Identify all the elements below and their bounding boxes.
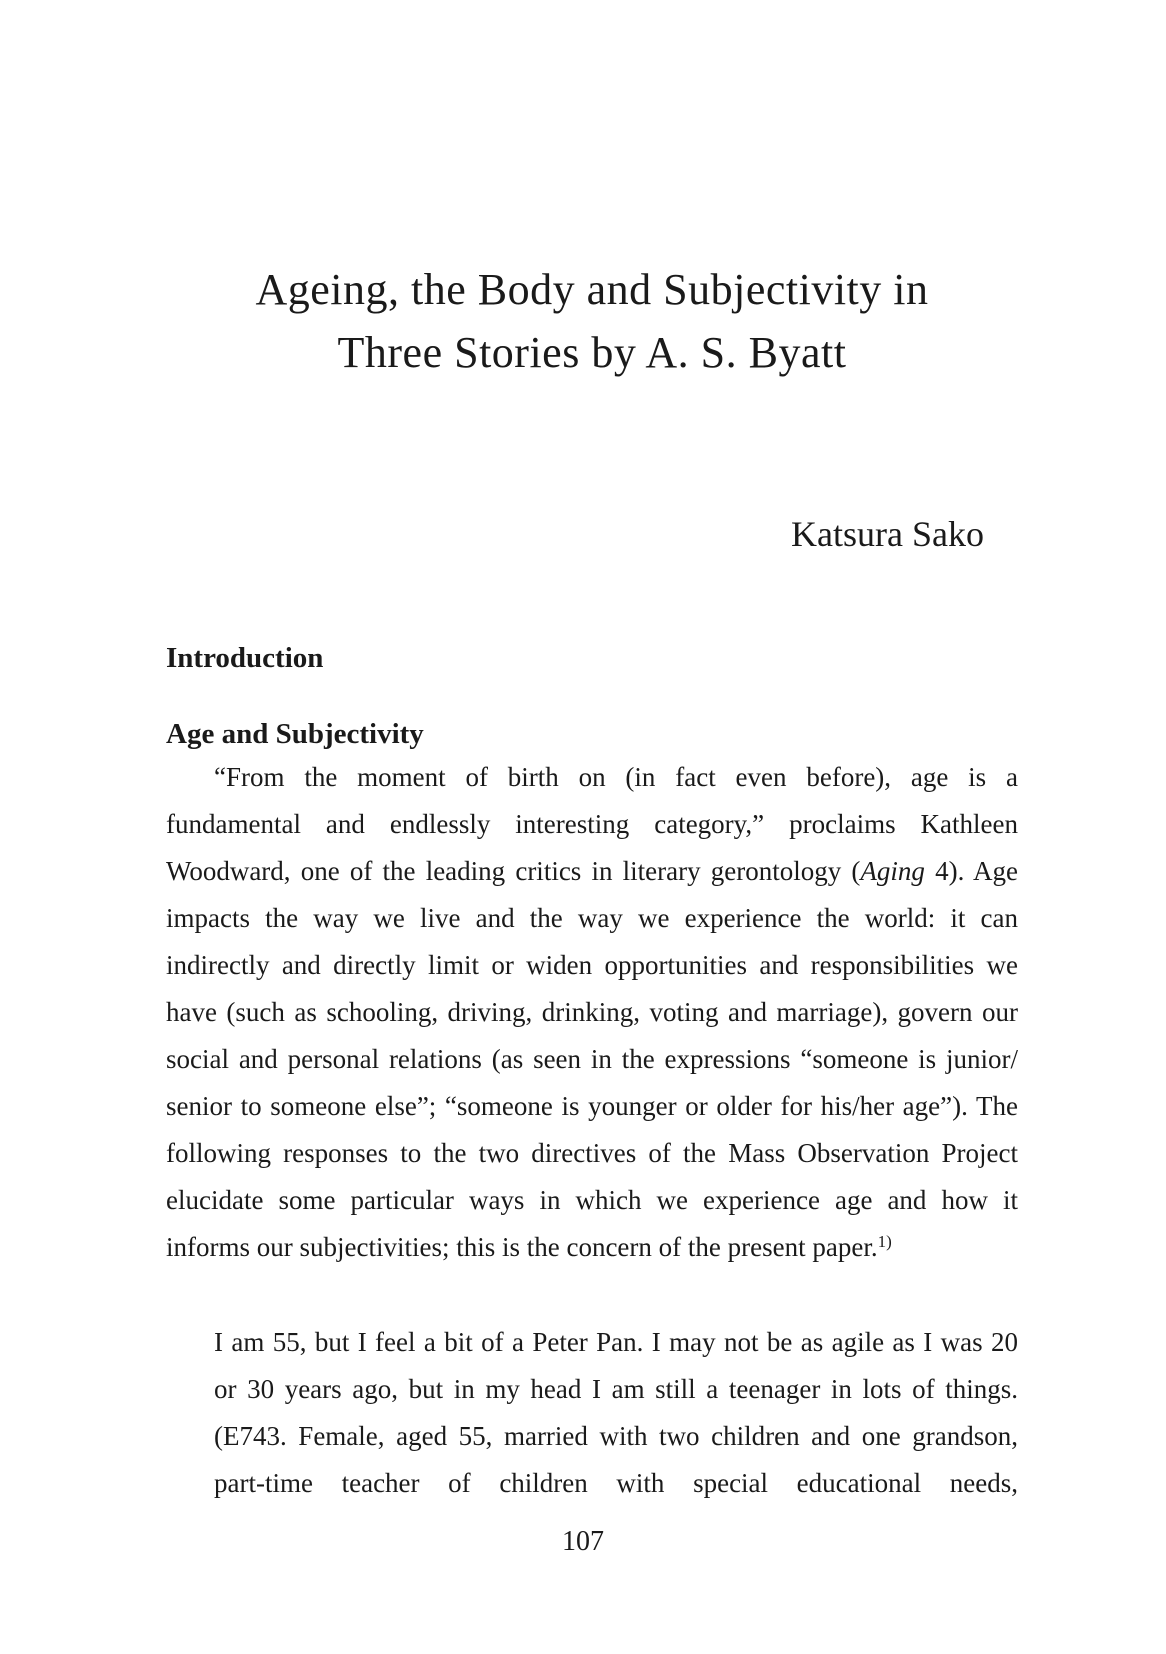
body-paragraph — [166, 754, 1018, 1271]
text-line — [166, 1130, 1018, 1177]
text-line — [166, 848, 1018, 895]
text-line — [214, 1366, 1018, 1413]
paper-title — [166, 258, 1018, 384]
text-segment: informs our subjectivities; this is the concern of the present paper. — [166, 1232, 878, 1262]
author-name: Katsura Sako — [791, 514, 984, 554]
text-line — [166, 895, 1018, 942]
page-number: 107 — [562, 1526, 604, 1557]
text-line — [214, 1319, 1018, 1366]
text-segment: senior to someone else”; “someone is younger or older for his/her age”). The — [166, 1091, 1018, 1121]
text-segment: I am 55, but I feel a bit of a Peter Pan. I may not be as agile as I was 20 — [214, 1327, 1018, 1357]
text-segment: part-time teacher of children with special educational needs, — [214, 1468, 1018, 1498]
text-line — [214, 1413, 1018, 1460]
text-segment: elucidate some particular ways in which we experience age and how it — [166, 1185, 1018, 1215]
text-segment: following responses to the two directives of the Mass Observation Project — [166, 1138, 1018, 1168]
text-segment: Woodward, one of the leading critics in literary gerontology ( — [166, 856, 861, 886]
text-segment: (E743. Female, aged 55, married with two children and one grandson, — [214, 1421, 1018, 1451]
text-segment: have (such as schooling, driving, drinking, voting and marriage), govern our — [166, 997, 1018, 1027]
block-quote — [214, 1319, 1018, 1507]
text-segment: social and personal relations (as seen in the expressions “someone is junior/ — [166, 1044, 1018, 1074]
text-line — [166, 942, 1018, 989]
text-segment: fundamental and endlessly interesting category,” proclaims Kathleen — [166, 809, 1018, 839]
text-segment: 4). Age — [924, 856, 1018, 886]
paper-title-line-2: Three Stories by A. S. Byatt — [337, 328, 847, 377]
text-segment: “From the moment of birth on (in fact even before), age is a — [214, 762, 1018, 792]
section-heading-introduction: Introduction — [166, 642, 324, 674]
text-segment: impacts the way we live and the way we experience the world: it can — [166, 903, 1018, 933]
paper-title-line-1: Ageing, the Body and Subjectivity in — [255, 265, 929, 314]
text-line — [166, 801, 1018, 848]
text-line — [166, 1083, 1018, 1130]
footnote-marker: 1) — [877, 1231, 892, 1251]
text-segment: Aging — [860, 856, 925, 886]
text-line — [166, 754, 1018, 801]
text-line — [166, 1177, 1018, 1224]
subsection-heading-age-and-subjectivity: Age and Subjectivity — [166, 718, 424, 750]
text-line — [166, 1224, 1018, 1271]
text-line — [166, 989, 1018, 1036]
text-segment: indirectly and directly limit or widen opportunities and responsibilities we — [166, 950, 1018, 980]
text-line — [166, 1036, 1018, 1083]
text-line — [214, 1460, 1018, 1507]
text-segment: or 30 years ago, but in my head I am still a teenager in lots of things. — [214, 1374, 1018, 1404]
